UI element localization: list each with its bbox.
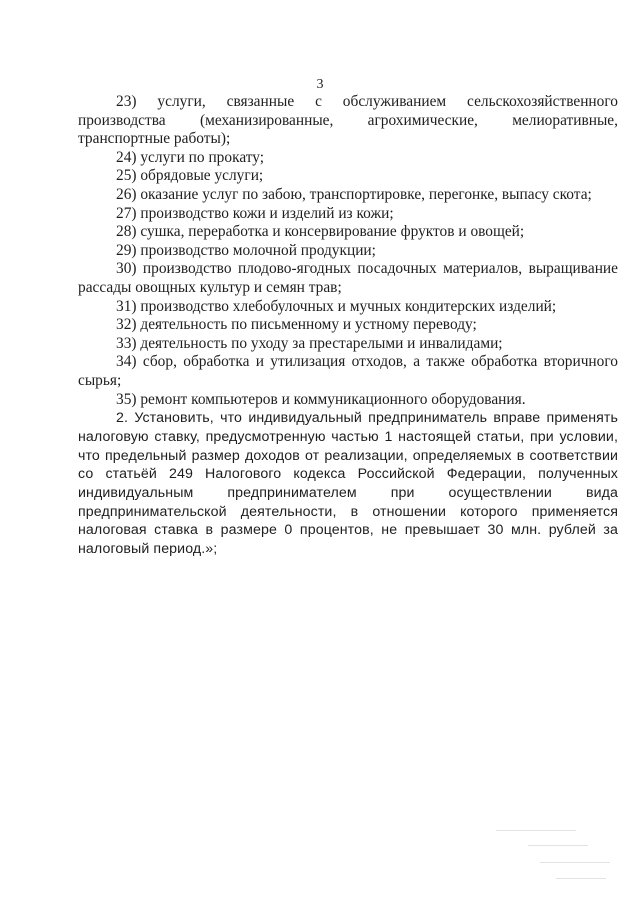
list-item-32: 32) деятельность по письменному и устному переводу; <box>116 316 477 334</box>
list-item-25: 25) обрядовые услуги; <box>116 167 264 185</box>
section-2-paragraph: 2. Установить, что индивидуальный предприниматель вправе применять налоговую ставку, предусмотренную частью 1 настоящей статьи, при условии, что предельный размер доходов от реализации, определяемых в соответствии со статьёй 249 Налогового кодекса Российской Федерации, полученных индивидуальным предпринимателем при осуществлении вида предпринимательской деятельности, в отношении которого применяется налоговая ставка в размере 0 процентов, не превышает 30 млн. рублей за налоговый период.»; <box>78 410 618 558</box>
scan-smudge <box>496 830 576 831</box>
list-item-33: 33) деятельность по уходу за престарелыми и инвалидами; <box>116 334 503 352</box>
list-item-24: 24) услуги по прокату; <box>116 148 265 166</box>
scan-smudge <box>556 878 606 879</box>
list-item-29: 29) производство молочной продукции; <box>116 241 376 259</box>
list-item-31: 31) производство хлебобулочных и мучных кондитерских изделий; <box>116 297 557 315</box>
list-item-28: 28) сушка, переработка и консервирование фруктов и овощей; <box>116 223 525 241</box>
list-item-26: 26) оказание услуг по забою, транспортировке, перегонке, выпасу скота; <box>116 185 592 203</box>
list-item-30: 30) производство плодово-ягодных посадочных материалов, выращивание рассады овощных культур и семян трав; <box>78 260 618 296</box>
page-number: 3 <box>316 77 324 92</box>
scan-smudge <box>528 845 588 846</box>
list-item-27: 27) производство кожи и изделий из кожи; <box>116 204 394 222</box>
list-item-23: 23) услуги, связанные с обслуживанием сельскохозяйственного производства (механизированные, агрохимические, мелиоративные, транспортные работы); <box>78 93 618 148</box>
scan-smudge <box>540 862 610 863</box>
document-body <box>78 93 618 559</box>
list-item-35: 35) ремонт компьютеров и коммуникационного оборудования. <box>116 390 526 408</box>
list-item-34: 34) сбор, обработка и утилизация отходов, а также обработка вторичного сырья; <box>78 353 618 389</box>
